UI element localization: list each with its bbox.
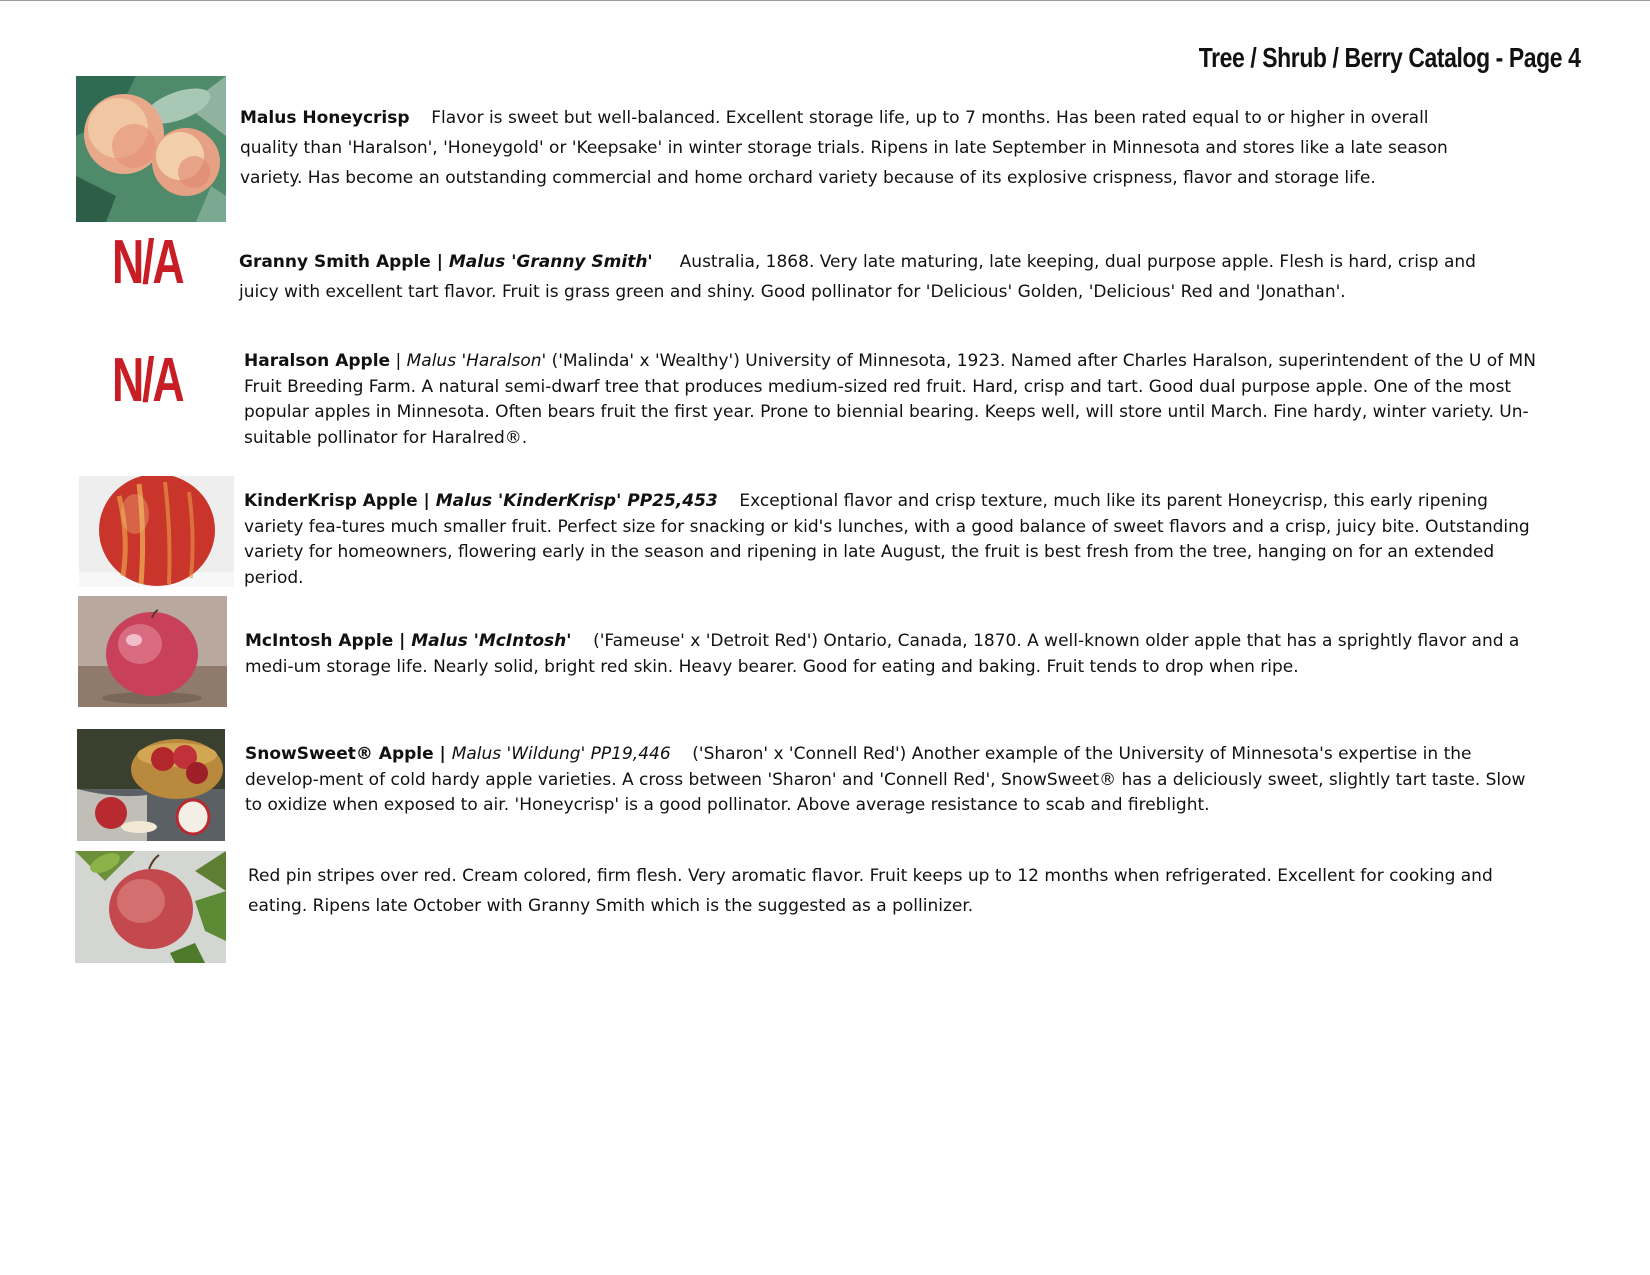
- granny-smith-text: Australia, 1868. Very late maturing, late keeping, dual purpose apple. Flesh is hard, crisp and juicy with excellent tart flavor. Fruit is grass green and shiny. Good pollinator for 'Delicious' Golden, 'Delicious' Red and 'Jonathan'.: [239, 252, 1476, 302]
- mcintosh-scientific: Malus 'McIntosh': [411, 631, 572, 651]
- unnamed-description: [248, 861, 1498, 921]
- snowsweet-scientific: Malus 'Wildung' PP19,446: [451, 744, 671, 764]
- mcintosh-description: [245, 629, 1541, 680]
- kinderkrisp-name: KinderKrisp Apple |: [244, 491, 436, 511]
- honeycrisp-name: Malus Honeycrisp: [240, 108, 410, 128]
- snowsweet-text: Another example of the University of Minnesota's expertise in the develop-ment of cold hardy apple varieties. A cross between 'Sharon' and 'Connell Red', SnowSweet® has a deliciously sweet, slightly tart taste. Slow to oxidize when exposed to air. 'Honeycrisp' is a good pollinator. Above average resistance to scab and fireblight.: [245, 744, 1526, 815]
- kinderkrisp-photo: [79, 476, 234, 587]
- haralson-text: University of Minnesota, 1923. Named after Charles Haralson, superintendent of the U of MN Fruit Breeding Farm. A natural semi-dwarf tree that produces medium-sized red fruit. Hard, crisp and tart. Good dual purpose apple. One of the most popular apples in Minnesota. Often bears fruit the first year. Prone to biennial bearing. Keeps well, will store until March. Fine hardy, winter variety. Un-suitable pollinator for Haralred®.: [244, 351, 1536, 448]
- haralson-scientific: Malus 'Haralson': [406, 351, 547, 371]
- top-rule: [0, 0, 1650, 1]
- honeycrisp-photo: [76, 76, 226, 222]
- kinderkrisp-text: Exceptional flavor and crisp texture, much like its parent Honeycrisp, this early ripening variety fea-tures much smaller fruit. Perfect size for snacking or kid's lunches, with a good balance of sweet flavors and a crisp, juicy bite. Outstanding variety for homeowners, flowering early in the season and ripening in late August, the fruit is best fresh from the tree, hanging on for an extended period.: [244, 491, 1530, 588]
- snowsweet-photo: [77, 729, 225, 841]
- mcintosh-parentage: ('Fameuse' x 'Detroit Red'): [593, 631, 819, 651]
- unnamed-apple-photo: [75, 851, 226, 963]
- granny-smith-scientific: Malus 'Granny Smith': [448, 252, 653, 272]
- page-title: Tree / Shrub / Berry Catalog - Page 4: [1198, 42, 1580, 73]
- haralson-description: [244, 349, 1540, 451]
- mcintosh-photo: [78, 596, 227, 707]
- haralson-image-placeholder: N/A: [112, 346, 183, 415]
- kinderkrisp-description: [244, 489, 1544, 591]
- granny-smith-name: Granny Smith Apple |: [239, 252, 449, 272]
- granny-smith-description: [239, 247, 1489, 307]
- honeycrisp-text: Flavor is sweet but well-balanced. Excellent storage life, up to 7 months. Has been rated equal to or higher in overall quality than 'Haralson', 'Honeygold' or 'Keepsake' in winter storage trials. Ripens in late September in Minnesota and stores like a late season variety. Has become an outstanding commercial and home orchard variety because of its explosive crispness, flavor and storage life.: [240, 108, 1448, 188]
- snowsweet-name: SnowSweet® Apple |: [245, 744, 452, 764]
- haralson-separator: |: [390, 351, 407, 371]
- snowsweet-description: [245, 742, 1541, 819]
- mcintosh-name: McIntosh Apple |: [245, 631, 412, 651]
- mcintosh-text: Ontario, Canada, 1870. A well-known older apple that has a sprightly flavor and a medi-um storage life. Nearly solid, bright red skin. Heavy bearer. Good for eating and baking. Fruit tends to drop when ripe.: [245, 631, 1520, 677]
- unnamed-text: Red pin stripes over red. Cream colored, firm flesh. Very aromatic flavor. Fruit keeps up to 12 months when refrigerated. Excellent for cooking and eating. Ripens late October with Granny Smith which is the suggested as a pollinizer.: [248, 866, 1493, 916]
- honeycrisp-description: [240, 103, 1480, 193]
- kinderkrisp-scientific: Malus 'KinderKrisp' PP25,453: [435, 491, 718, 511]
- haralson-name: Haralson Apple: [244, 351, 391, 371]
- granny-smith-image-placeholder: N/A: [112, 228, 183, 297]
- haralson-parentage: ('Malinda' x 'Wealthy'): [551, 351, 740, 371]
- snowsweet-parentage: ('Sharon' x 'Connell Red'): [692, 744, 907, 764]
